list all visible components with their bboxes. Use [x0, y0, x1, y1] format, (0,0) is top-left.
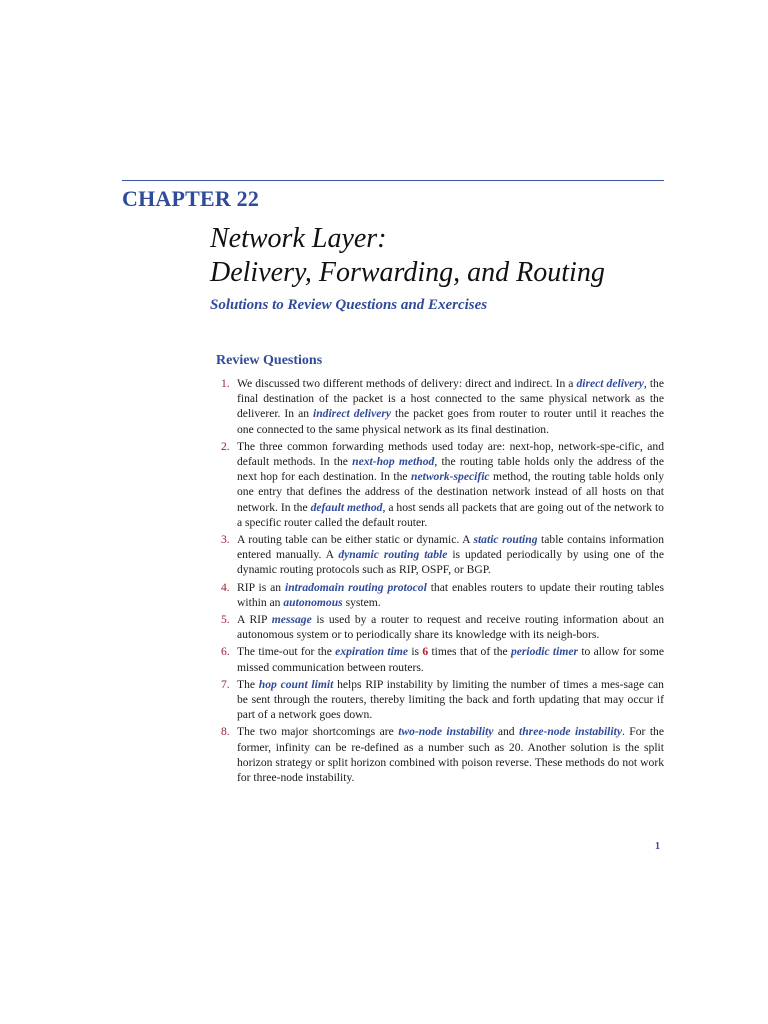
question-text: the packet goes from router to router until it reaches the one connected to the same physical network as its final destination.	[237, 407, 664, 436]
key-term: autonomous	[283, 595, 343, 609]
question-text: , the final destination of the packet is a host connected to the same physical network as the deliverer. In an	[237, 377, 665, 421]
question-text: times that of the	[428, 645, 511, 659]
question-number: 1.	[221, 377, 230, 390]
question-text: is updated periodically by using one of the dynamic routing protocols such as RIP, OSPF, or BGP.	[237, 548, 664, 577]
key-term: network-specific	[411, 470, 490, 484]
question-number: 7.	[221, 677, 230, 691]
chapter-title	[210, 222, 605, 290]
question-item	[216, 644, 664, 674]
question-text: The two major shortcomings are	[237, 725, 399, 739]
key-term: expiration time	[335, 645, 409, 659]
chapter-title-line-2: Delivery, Forwarding, and Routing	[210, 257, 605, 288]
question-item	[216, 677, 664, 723]
question-number: 2.	[221, 439, 230, 453]
question-text: A routing table can be either static or dynamic. A	[237, 533, 474, 547]
key-term: two-node instability	[398, 725, 494, 739]
question-number: 5.	[221, 613, 230, 627]
question-text: We discussed two different methods of delivery: direct and indirect. In a	[237, 377, 577, 390]
question-text: to allow for some missed communication between routers.	[237, 645, 664, 674]
section-heading: Review Questions	[216, 353, 323, 368]
question-text: , the routing table holds only the address of the next hop for each destination. In the	[237, 455, 665, 484]
question-number: 8.	[221, 725, 230, 739]
question-item	[216, 612, 664, 642]
key-term: direct delivery	[576, 377, 644, 390]
key-term: next-hop method	[352, 455, 435, 469]
key-term: three-node instability	[519, 725, 622, 739]
question-text: is	[408, 645, 423, 659]
question-item	[216, 580, 664, 610]
question-text: RIP is an	[237, 580, 285, 594]
question-text: helps RIP instability by limiting the number of times a mes-sage can be sent through the routers, thereby limiting the back and forth updating that may occur if part of a network goes down.	[237, 677, 664, 722]
highlight-number: 6	[422, 645, 429, 659]
question-text: A RIP	[237, 613, 272, 627]
question-item	[216, 724, 664, 785]
question-number: 3.	[221, 533, 230, 547]
question-item	[216, 439, 664, 530]
question-text: The time-out for the	[237, 645, 336, 659]
question-text: . For the former, infinity can be re-defined as a number such as 20. Another solution is the split horizon strategy or split horizon combined with poison reverse. These methods do not work for three-node instability.	[237, 725, 664, 785]
key-term: hop count limit	[258, 677, 334, 691]
question-text: , a host sends all packets that are going out of the network to a specific router called the default router.	[237, 500, 664, 529]
page-number: 1	[655, 841, 660, 852]
question-text: The three common forwarding methods used today are: next-hop, network-spe-cific, and default methods. In the	[237, 439, 664, 469]
question-text: that enables routers to update their routing tables within an	[237, 580, 665, 609]
question-text: is used by a router to request and receive routing information about an autonomous system or to periodically share its knowledge with its neigh-bors.	[237, 613, 664, 642]
question-text: system.	[342, 595, 381, 609]
question-text: The	[237, 677, 259, 691]
review-questions-list	[216, 376, 664, 787]
key-term: periodic timer	[510, 645, 579, 659]
chapter-title-line-1: Network Layer:	[210, 223, 387, 254]
chapter-rule	[122, 180, 664, 181]
question-text: table contains information entered manually. A	[237, 533, 664, 562]
question-number: 4.	[221, 580, 230, 594]
key-term: dynamic routing table	[338, 548, 448, 562]
chapter-label: CHAPTER 22	[122, 186, 260, 211]
key-term: static routing	[473, 533, 538, 547]
question-item	[216, 376, 664, 437]
chapter-subtitle: Solutions to Review Questions and Exercises	[210, 297, 488, 313]
key-term: indirect delivery	[313, 407, 392, 421]
question-number: 6.	[221, 645, 230, 659]
question-item	[216, 532, 664, 578]
key-term: intradomain routing protocol	[284, 580, 427, 594]
key-term: message	[271, 613, 312, 627]
question-text: and	[493, 725, 520, 739]
key-term: default method	[310, 500, 383, 514]
question-text: method, the routing table holds only one entry that defines the address of the destination network instead of all hosts on that network. In the	[237, 470, 664, 514]
